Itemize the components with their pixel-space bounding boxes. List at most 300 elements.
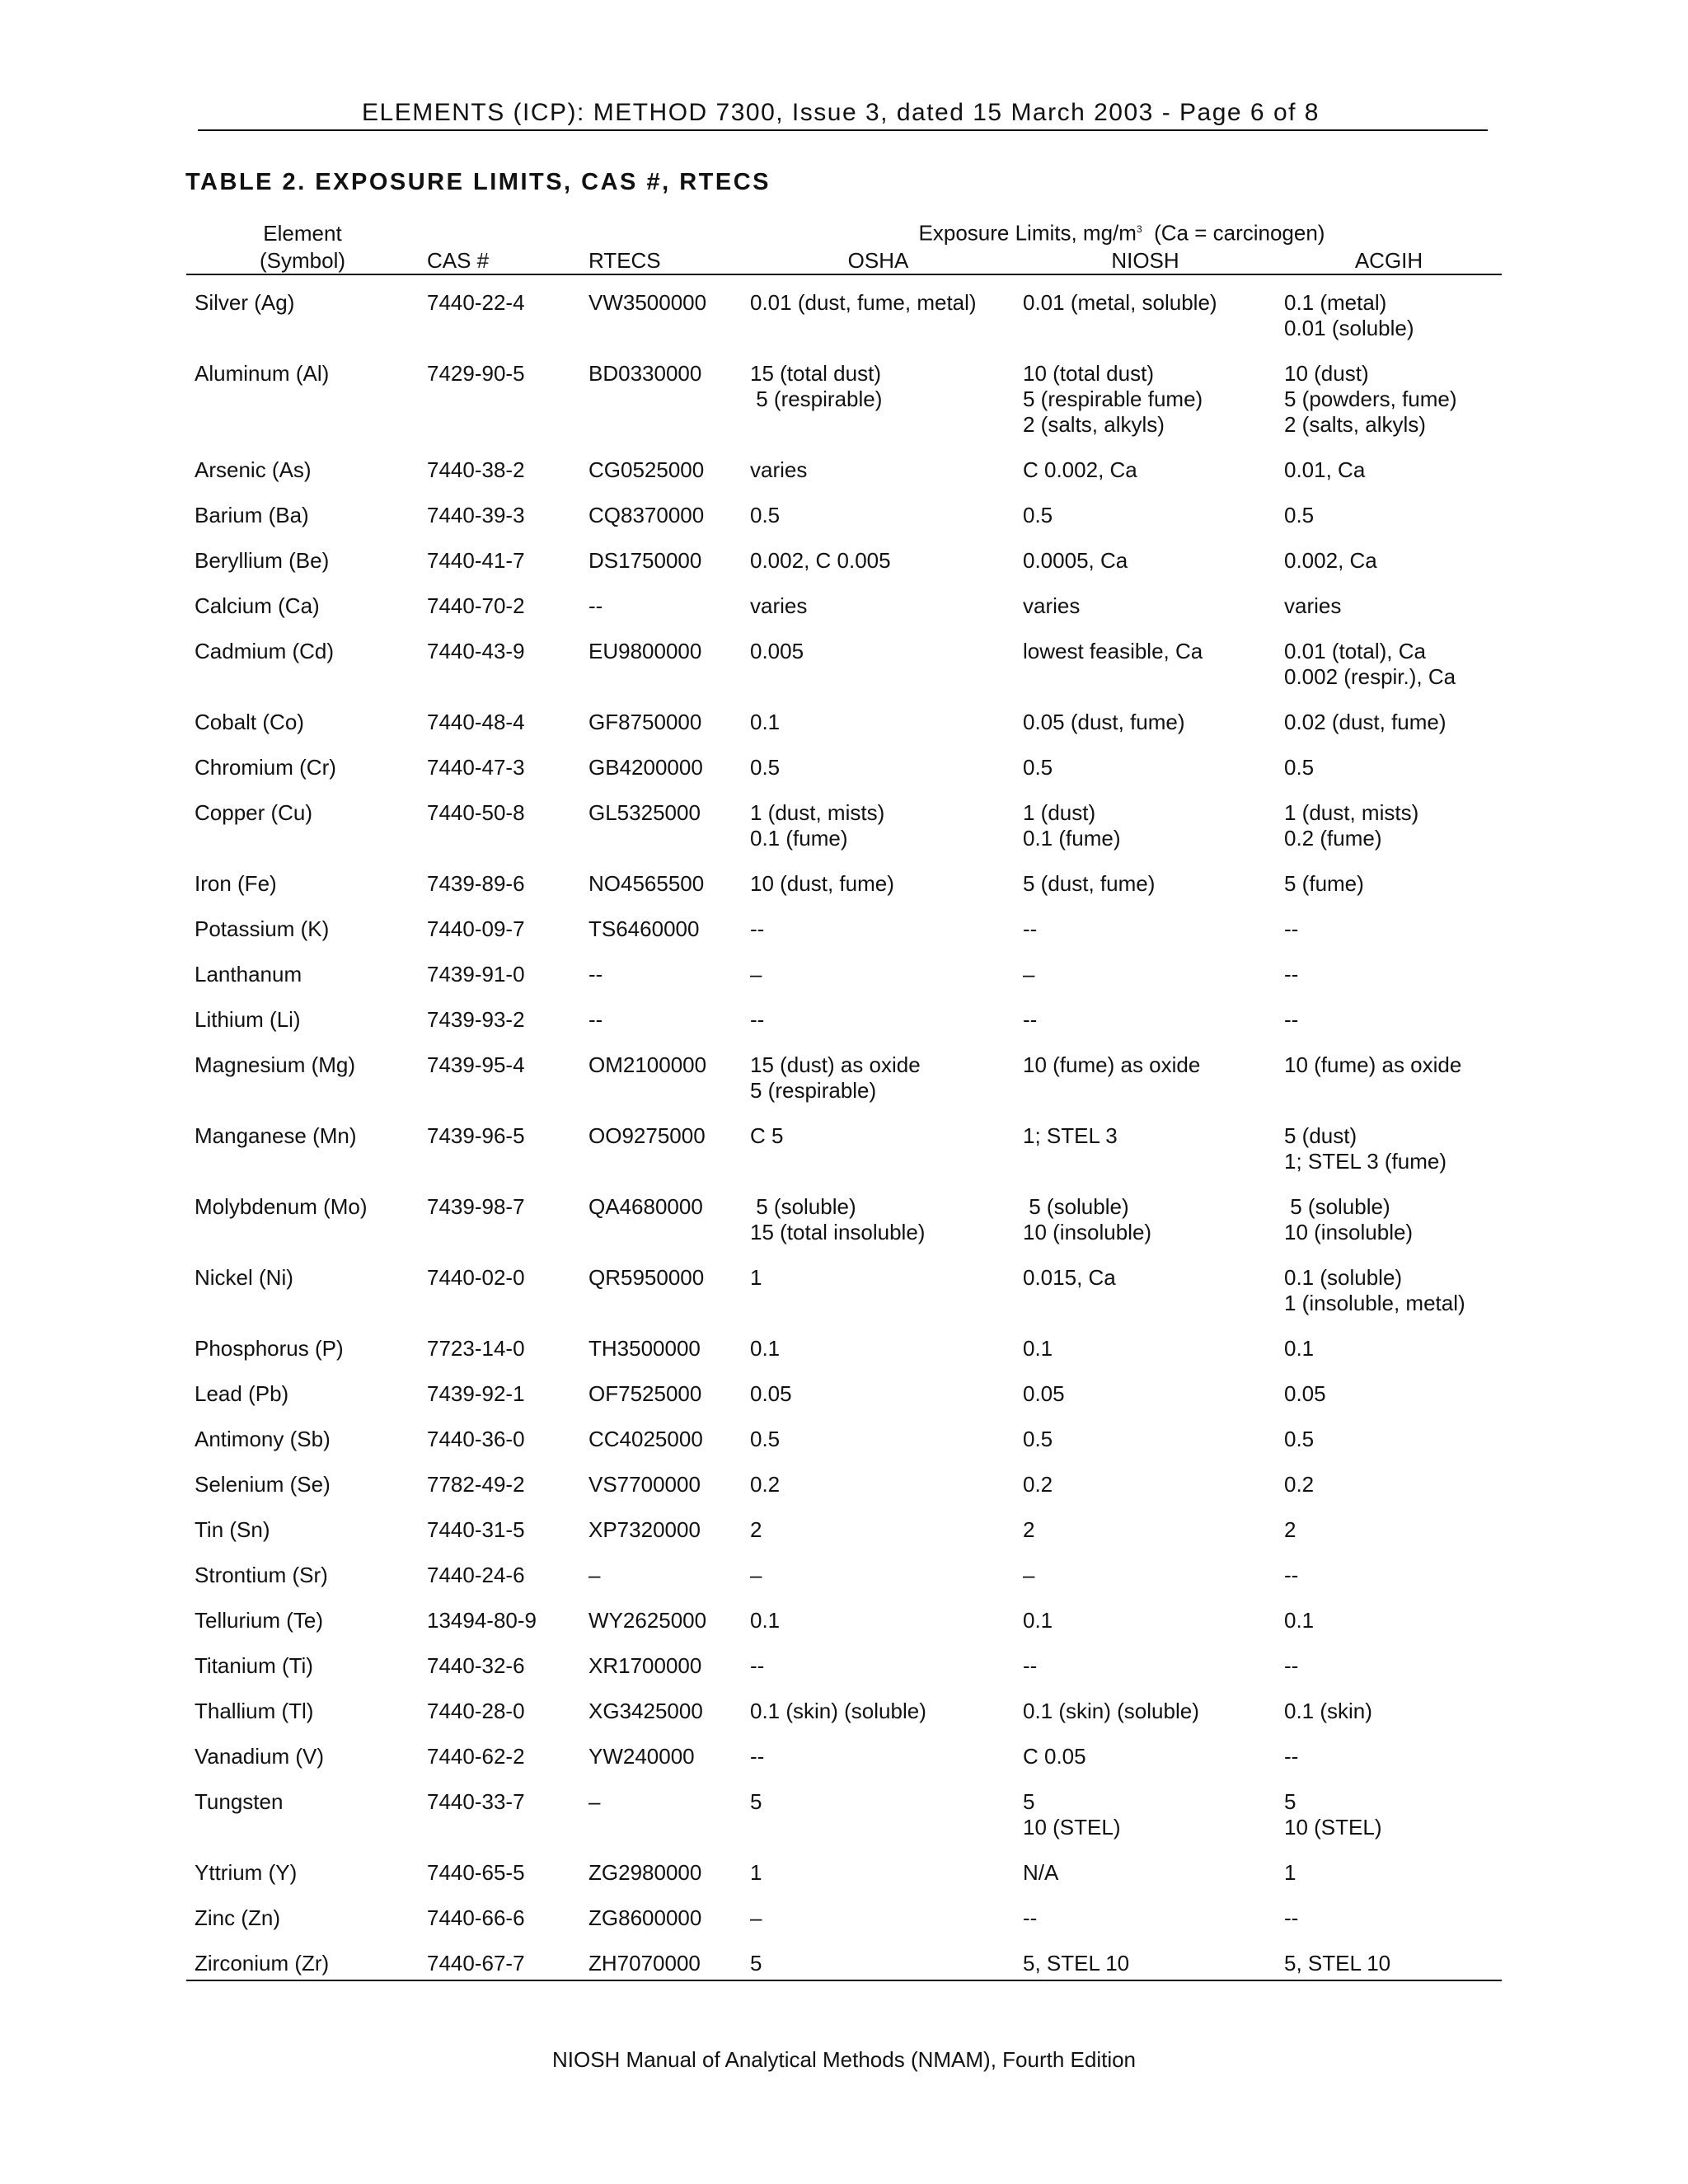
cas-cell: 7439-98-7 [427, 1193, 525, 1219]
niosh-limit-line: 0.015, Ca [1023, 1264, 1116, 1290]
acgih-limit-line: 5 (fume) [1284, 870, 1364, 896]
acgih-limit-cell [1276, 1265, 1502, 1336]
element-cell: Selenium (Se) [195, 1471, 331, 1497]
table-row [186, 1052, 1502, 1123]
table-row [186, 274, 1502, 361]
acgih-limit-cell [1276, 1194, 1502, 1265]
niosh-limit-line: lowest feasible, Ca [1023, 638, 1203, 663]
osha-limit-cell [742, 1427, 1015, 1472]
acgih-limit-line: -- [1284, 1562, 1299, 1587]
cas-cell: 7440-36-0 [427, 1426, 525, 1451]
niosh-limit-line: 2 [1023, 1516, 1035, 1542]
page-footer: NIOSH Manual of Analytical Methods (NMAM), Fourth Edition [551, 2047, 1137, 2072]
cas-cell: 7439-96-5 [427, 1122, 525, 1148]
niosh-limit-line: 0.0005, Ca [1023, 547, 1128, 573]
niosh-limit-cell [1015, 1007, 1276, 1052]
osha-limit-cell [742, 1381, 1015, 1427]
niosh-limit-line: 0.01 (metal, soluble) [1023, 289, 1217, 315]
rtecs-cell: CQ8370000 [588, 502, 705, 527]
niosh-limit-cell [1015, 1905, 1276, 1951]
table-row [186, 1381, 1502, 1427]
osha-limit-cell [742, 1789, 1015, 1860]
acgih-limit-line: 0.1 (skin) [1284, 1698, 1372, 1723]
niosh-limit-line: -- [1023, 1006, 1038, 1032]
rtecs-cell: GF8750000 [588, 709, 702, 734]
acgih-limit-line: 0.5 [1284, 754, 1315, 780]
rtecs-cell: OF7525000 [588, 1380, 702, 1406]
osha-limit-line: 5 (soluble) [750, 1193, 856, 1219]
rtecs-cell: WY2625000 [588, 1607, 707, 1633]
niosh-limit-cell [1015, 1427, 1276, 1472]
cas-cell: 7723-14-0 [427, 1335, 525, 1361]
niosh-limit-cell [1015, 962, 1276, 1007]
niosh-limit-cell [1015, 916, 1276, 962]
rtecs-cell: VS7700000 [588, 1471, 701, 1497]
cas-cell: 7440-41-7 [427, 547, 525, 573]
rtecs-cell: -- [588, 593, 603, 618]
cas-cell: 7440-33-7 [427, 1788, 525, 1814]
niosh-limit-line: -- [1023, 916, 1038, 941]
element-cell: Barium (Ba) [195, 502, 309, 527]
cas-cell: 7439-92-1 [427, 1380, 525, 1406]
rtecs-cell: YW240000 [588, 1743, 695, 1769]
niosh-limit-line: 1 (dust) [1023, 799, 1096, 825]
acgih-limit-cell [1276, 710, 1502, 755]
acgih-limit-line: -- [1284, 916, 1299, 941]
acgih-limit-cell [1276, 1472, 1502, 1517]
exposure-limits-label: Exposure Limits, mg/m [918, 220, 1137, 246]
element-cell: Zinc (Zn) [195, 1905, 280, 1930]
osha-limit-cell [742, 274, 1015, 361]
cas-cell: 7440-38-2 [427, 457, 525, 482]
niosh-limit-line: 0.1 (skin) (soluble) [1023, 1698, 1199, 1723]
osha-limit-line: – [750, 1905, 762, 1930]
niosh-limit-cell [1015, 274, 1276, 361]
niosh-limit-line: 0.1 (fume) [1023, 825, 1121, 851]
element-cell: Aluminum (Al) [195, 360, 330, 386]
table-row [186, 1336, 1502, 1381]
osha-limit-line: 0.002, C 0.005 [750, 547, 891, 573]
rtecs-cell: ZG8600000 [588, 1905, 702, 1930]
column-header-acgih: ACGIH [1276, 246, 1502, 274]
element-cell: Copper (Cu) [195, 799, 313, 825]
acgih-limit-line: 5 (dust) [1284, 1122, 1357, 1148]
niosh-limit-line: – [1023, 1562, 1035, 1587]
cas-cell: 7440-70-2 [427, 593, 525, 618]
rtecs-cell: CC4025000 [588, 1426, 703, 1451]
niosh-limit-line: 0.5 [1023, 754, 1053, 780]
acgih-limit-line: 0.01 (soluble) [1284, 315, 1414, 340]
acgih-limit-cell [1276, 1123, 1502, 1194]
column-header-exposure-limits [742, 217, 1502, 246]
rtecs-cell: GL5325000 [588, 799, 701, 825]
osha-limit-line: 5 [750, 1950, 762, 1975]
rtecs-cell: OM2100000 [588, 1052, 707, 1077]
cas-cell: 7440-32-6 [427, 1652, 525, 1678]
niosh-limit-cell [1015, 1789, 1276, 1860]
niosh-limit-line: 5 (soluble) [1023, 1193, 1129, 1219]
niosh-limit-cell [1015, 710, 1276, 755]
acgih-limit-line: 2 [1284, 1516, 1296, 1542]
osha-limit-cell [742, 1563, 1015, 1608]
acgih-limit-line: 0.1 (soluble) [1284, 1264, 1403, 1290]
osha-limit-line: 0.5 [750, 1426, 781, 1451]
table-row [186, 1427, 1502, 1472]
osha-limit-cell [742, 1905, 1015, 1951]
element-cell: Lanthanum [195, 961, 302, 987]
column-header-symbol: (Symbol) [186, 246, 419, 274]
niosh-limit-line: -- [1023, 1905, 1038, 1930]
niosh-limit-cell [1015, 1563, 1276, 1608]
acgih-limit-line: 0.02 (dust, fume) [1284, 709, 1447, 734]
acgih-limit-cell [1276, 1951, 1502, 1980]
osha-limit-cell [742, 1860, 1015, 1905]
acgih-limit-line: 0.1 [1284, 1607, 1315, 1633]
osha-limit-line: 0.5 [750, 754, 781, 780]
element-cell: Cadmium (Cd) [195, 638, 335, 663]
element-cell: Lead (Pb) [195, 1380, 289, 1406]
osha-limit-line: -- [750, 1652, 765, 1678]
element-cell: Potassium (K) [195, 916, 330, 941]
column-header-niosh: NIOSH [1015, 246, 1276, 274]
acgih-limit-line: varies [1284, 593, 1342, 618]
osha-limit-cell [742, 1517, 1015, 1563]
acgih-limit-cell [1276, 1007, 1502, 1052]
rtecs-cell: TS6460000 [588, 916, 700, 941]
element-cell: Lithium (Li) [195, 1006, 301, 1032]
rtecs-cell: XR1700000 [588, 1652, 702, 1678]
acgih-limit-cell [1276, 800, 1502, 871]
rtecs-cell: VW3500000 [588, 289, 707, 315]
niosh-limit-cell [1015, 1653, 1276, 1699]
acgih-limit-cell [1276, 871, 1502, 916]
cas-cell: 7782-49-2 [427, 1471, 525, 1497]
niosh-limit-cell [1015, 1472, 1276, 1517]
osha-limit-line: 5 (respirable) [750, 386, 883, 411]
osha-limit-cell [742, 1472, 1015, 1517]
rtecs-cell: ZG2980000 [588, 1859, 702, 1885]
osha-limit-line: 10 (dust, fume) [750, 870, 894, 896]
niosh-limit-cell [1015, 1951, 1276, 1980]
cas-cell: 7440-02-0 [427, 1264, 525, 1290]
osha-limit-line: 0.1 [750, 709, 781, 734]
element-cell: Calcium (Ca) [195, 593, 320, 618]
rtecs-cell: XP7320000 [588, 1516, 701, 1542]
rtecs-cell: QR5950000 [588, 1264, 705, 1290]
acgih-limit-cell [1276, 1608, 1502, 1653]
element-cell: Chromium (Cr) [195, 754, 336, 780]
acgih-limit-line: 0.002, Ca [1284, 547, 1377, 573]
osha-limit-cell [742, 1336, 1015, 1381]
niosh-limit-line: 0.05 [1023, 1380, 1065, 1406]
cas-cell: 7440-31-5 [427, 1516, 525, 1542]
cas-cell: 7440-22-4 [427, 289, 525, 315]
table-row [186, 1563, 1502, 1608]
acgih-limit-line: 5 [1284, 1788, 1296, 1814]
niosh-limit-line: varies [1023, 593, 1081, 618]
cas-cell: 7440-24-6 [427, 1562, 525, 1587]
acgih-limit-cell [1276, 1653, 1502, 1699]
osha-limit-line: 0.1 (fume) [750, 825, 848, 851]
element-cell: Antimony (Sb) [195, 1426, 331, 1451]
acgih-limit-line: 10 (fume) as oxide [1284, 1052, 1462, 1077]
cas-cell: 7429-90-5 [427, 360, 525, 386]
header-rule [198, 129, 1488, 131]
acgih-limit-cell [1276, 1381, 1502, 1427]
osha-limit-cell [742, 593, 1015, 639]
niosh-limit-cell [1015, 1381, 1276, 1427]
acgih-limit-cell [1276, 755, 1502, 800]
niosh-limit-cell [1015, 548, 1276, 593]
osha-limit-cell [742, 1951, 1015, 1980]
niosh-limit-line: 0.2 [1023, 1471, 1053, 1497]
niosh-limit-cell [1015, 800, 1276, 871]
niosh-limit-cell [1015, 871, 1276, 916]
element-cell: Phosphorus (P) [195, 1335, 344, 1361]
exposure-limits-table-container [186, 217, 1502, 1981]
table-row [186, 361, 1502, 457]
osha-limit-line: 0.1 [750, 1607, 781, 1633]
acgih-limit-line: 0.002 (respir.), Ca [1284, 663, 1456, 689]
column-header-rtecs: RTECS [580, 246, 742, 274]
niosh-limit-cell [1015, 1744, 1276, 1789]
niosh-limit-cell [1015, 755, 1276, 800]
osha-limit-cell [742, 1123, 1015, 1194]
column-header-element: Element [263, 220, 342, 246]
osha-limit-line: 0.1 (skin) (soluble) [750, 1698, 926, 1723]
element-cell: Vanadium (V) [195, 1743, 325, 1769]
element-cell: Magnesium (Mg) [195, 1052, 356, 1077]
niosh-limit-line: 2 (salts, alkyls) [1023, 411, 1165, 437]
osha-limit-cell [742, 1653, 1015, 1699]
table-title: TABLE 2. EXPOSURE LIMITS, CAS #, RTECS [185, 169, 771, 195]
osha-limit-cell [742, 710, 1015, 755]
cas-cell: 7440-62-2 [427, 1743, 525, 1769]
rtecs-cell: GB4200000 [588, 754, 703, 780]
niosh-limit-line: 0.1 [1023, 1335, 1053, 1361]
osha-limit-cell [742, 457, 1015, 503]
osha-limit-line: -- [750, 1006, 765, 1032]
element-cell: Zirconium (Zr) [186, 1951, 419, 1980]
acgih-limit-cell [1276, 1427, 1502, 1472]
osha-limit-line: 0.05 [750, 1380, 792, 1406]
niosh-limit-cell [1015, 1194, 1276, 1265]
acgih-limit-line: 0.2 (fume) [1284, 825, 1382, 851]
osha-limit-cell [742, 962, 1015, 1007]
cas-cell: 7439-95-4 [427, 1052, 525, 1077]
niosh-limit-line: 10 (insoluble) [1023, 1219, 1152, 1244]
acgih-limit-cell [1276, 1905, 1502, 1951]
table-row [186, 503, 1502, 548]
cas-cell: 7440-65-5 [427, 1859, 525, 1885]
table-row [186, 1265, 1502, 1336]
osha-limit-line: 0.5 [750, 502, 781, 527]
acgih-limit-line: 0.1 (metal) [1284, 289, 1387, 315]
osha-limit-line: 5 (respirable) [750, 1077, 877, 1103]
acgih-limit-line: 0.05 [1284, 1380, 1326, 1406]
niosh-limit-cell [1015, 1123, 1276, 1194]
cas-cell: 7440-50-8 [427, 799, 525, 825]
osha-limit-cell [742, 548, 1015, 593]
element-cell: Tellurium (Te) [195, 1607, 324, 1633]
table-row [186, 962, 1502, 1007]
element-cell: Molybdenum (Mo) [195, 1193, 368, 1219]
table-row [186, 1123, 1502, 1194]
rtecs-cell: XG3425000 [588, 1698, 703, 1723]
table-row [186, 457, 1502, 503]
cas-cell: 7440-28-0 [427, 1698, 525, 1723]
rtecs-cell: – [588, 1562, 601, 1587]
rtecs-cell: QA4680000 [588, 1193, 703, 1219]
table-row [186, 916, 1502, 962]
acgih-limit-line: 5 (soluble) [1284, 1193, 1390, 1219]
cas-cell: 7440-47-3 [427, 754, 525, 780]
niosh-limit-line: C 0.05 [1023, 1743, 1086, 1769]
osha-limit-line: 0.01 (dust, fume, metal) [750, 289, 977, 315]
niosh-limit-cell [1015, 1699, 1276, 1744]
niosh-limit-cell [1015, 593, 1276, 639]
niosh-limit-line: C 0.002, Ca [1023, 457, 1137, 482]
table-row [186, 1653, 1502, 1699]
cas-cell: 7440-48-4 [427, 709, 525, 734]
acgih-limit-line: -- [1284, 1006, 1299, 1032]
acgih-limit-line: 1 [1284, 1859, 1296, 1885]
niosh-limit-cell [1015, 1860, 1276, 1905]
osha-limit-cell [742, 755, 1015, 800]
osha-limit-line: 0.1 [750, 1335, 781, 1361]
osha-limit-line: 2 [750, 1516, 762, 1542]
niosh-limit-cell [1015, 457, 1276, 503]
column-header-osha: OSHA [742, 246, 1015, 274]
osha-limit-line: 0.2 [750, 1471, 781, 1497]
table-row [186, 1860, 1502, 1905]
niosh-limit-line: 0.1 [1023, 1607, 1053, 1633]
table-row [186, 800, 1502, 871]
osha-limit-cell [742, 639, 1015, 710]
table-row [186, 1194, 1502, 1265]
element-cell: Manganese (Mn) [195, 1122, 357, 1148]
table-row [186, 1905, 1502, 1951]
acgih-limit-cell [1276, 593, 1502, 639]
niosh-limit-cell [1015, 361, 1276, 457]
niosh-limit-cell [1015, 1608, 1276, 1653]
niosh-limit-line: N/A [1023, 1859, 1059, 1885]
acgih-limit-cell [1276, 274, 1502, 361]
niosh-limit-line: 10 (total dust) [1023, 360, 1154, 386]
cas-cell: 7439-91-0 [427, 961, 525, 987]
acgih-limit-line: 0.2 [1284, 1471, 1315, 1497]
cas-cell: 7440-67-7 [419, 1951, 580, 1980]
osha-limit-line: 15 (total dust) [750, 360, 881, 386]
niosh-limit-line: 5 [1023, 1788, 1035, 1814]
cas-cell: 7440-66-6 [427, 1905, 525, 1930]
niosh-limit-line: 5 (respirable fume) [1023, 386, 1203, 411]
acgih-limit-cell [1276, 639, 1502, 710]
acgih-limit-cell [1276, 1563, 1502, 1608]
acgih-limit-cell [1276, 457, 1502, 503]
exposure-limits-table [186, 217, 1502, 1981]
acgih-limit-line: 10 (insoluble) [1284, 1219, 1414, 1244]
niosh-limit-line: 10 (fume) as oxide [1023, 1052, 1201, 1077]
acgih-limit-line: 5, STEL 10 [1284, 1950, 1391, 1975]
column-header-cas: CAS # [419, 246, 580, 274]
rtecs-cell: NO4565500 [588, 870, 705, 896]
osha-limit-line: – [750, 961, 762, 987]
acgih-limit-line: 0.01 (total), Ca [1284, 638, 1426, 663]
element-cell: Strontium (Sr) [195, 1562, 328, 1587]
acgih-limit-line: -- [1284, 1905, 1299, 1930]
acgih-limit-line: 0.5 [1284, 502, 1315, 527]
niosh-limit-line: -- [1023, 1652, 1038, 1678]
acgih-limit-line: -- [1284, 1652, 1299, 1678]
acgih-limit-cell [1276, 503, 1502, 548]
element-cell: Thallium (Tl) [195, 1698, 314, 1723]
osha-limit-line: – [750, 1562, 762, 1587]
rtecs-cell: DS1750000 [588, 547, 702, 573]
cas-cell: 7439-93-2 [427, 1006, 525, 1032]
acgih-limit-cell [1276, 1744, 1502, 1789]
table-row [186, 639, 1502, 710]
element-cell: Titanium (Ti) [195, 1652, 313, 1678]
niosh-limit-cell [1015, 1265, 1276, 1336]
osha-limit-line: C 5 [750, 1122, 784, 1148]
acgih-limit-cell [1276, 962, 1502, 1007]
osha-limit-cell [742, 361, 1015, 457]
osha-limit-line: 15 (dust) as oxide [750, 1052, 921, 1077]
acgih-limit-line: 1; STEL 3 (fume) [1284, 1148, 1447, 1174]
osha-limit-line: 5 [750, 1788, 762, 1814]
cas-cell: 13494-80-9 [427, 1607, 537, 1633]
acgih-limit-line: 0.01, Ca [1284, 457, 1366, 482]
element-cell: Arsenic (As) [195, 457, 312, 482]
acgih-limit-cell [1276, 1052, 1502, 1123]
acgih-limit-cell [1276, 361, 1502, 457]
osha-limit-line: varies [750, 457, 808, 482]
osha-limit-cell [742, 1265, 1015, 1336]
niosh-limit-line: 0.5 [1023, 502, 1053, 527]
table-row [186, 1517, 1502, 1563]
table-row [186, 593, 1502, 639]
acgih-limit-line: 10 (dust) [1284, 360, 1369, 386]
rtecs-cell: ZH7070000 [580, 1951, 742, 1980]
niosh-limit-cell [1015, 503, 1276, 548]
acgih-limit-line: 10 (STEL) [1284, 1814, 1382, 1840]
niosh-limit-cell [1015, 1336, 1276, 1381]
osha-limit-line: -- [750, 916, 765, 941]
niosh-limit-line: 5, STEL 10 [1023, 1950, 1130, 1975]
acgih-limit-line: 1 (dust, mists) [1284, 799, 1419, 825]
osha-limit-line: 1 [750, 1264, 762, 1290]
rtecs-cell: BD0330000 [588, 360, 702, 386]
niosh-limit-cell [1015, 1052, 1276, 1123]
acgih-limit-line: -- [1284, 961, 1299, 987]
rtecs-cell: OO9275000 [588, 1122, 706, 1148]
element-cell: Yttrium (Y) [195, 1859, 298, 1885]
niosh-limit-line: – [1023, 961, 1035, 987]
acgih-limit-line: 5 (powders, fume) [1284, 386, 1457, 411]
element-cell: Nickel (Ni) [195, 1264, 293, 1290]
niosh-limit-line: 10 (STEL) [1023, 1814, 1121, 1840]
osha-limit-line: 1 (dust, mists) [750, 799, 885, 825]
table-row [186, 1007, 1502, 1052]
cas-cell: 7440-43-9 [427, 638, 525, 663]
acgih-limit-line: 0.5 [1284, 1426, 1315, 1451]
acgih-limit-cell [1276, 1699, 1502, 1744]
rtecs-cell: -- [588, 1006, 603, 1032]
acgih-limit-cell [1276, 548, 1502, 593]
cas-cell: 7440-39-3 [427, 502, 525, 527]
table-body [186, 274, 1502, 1980]
